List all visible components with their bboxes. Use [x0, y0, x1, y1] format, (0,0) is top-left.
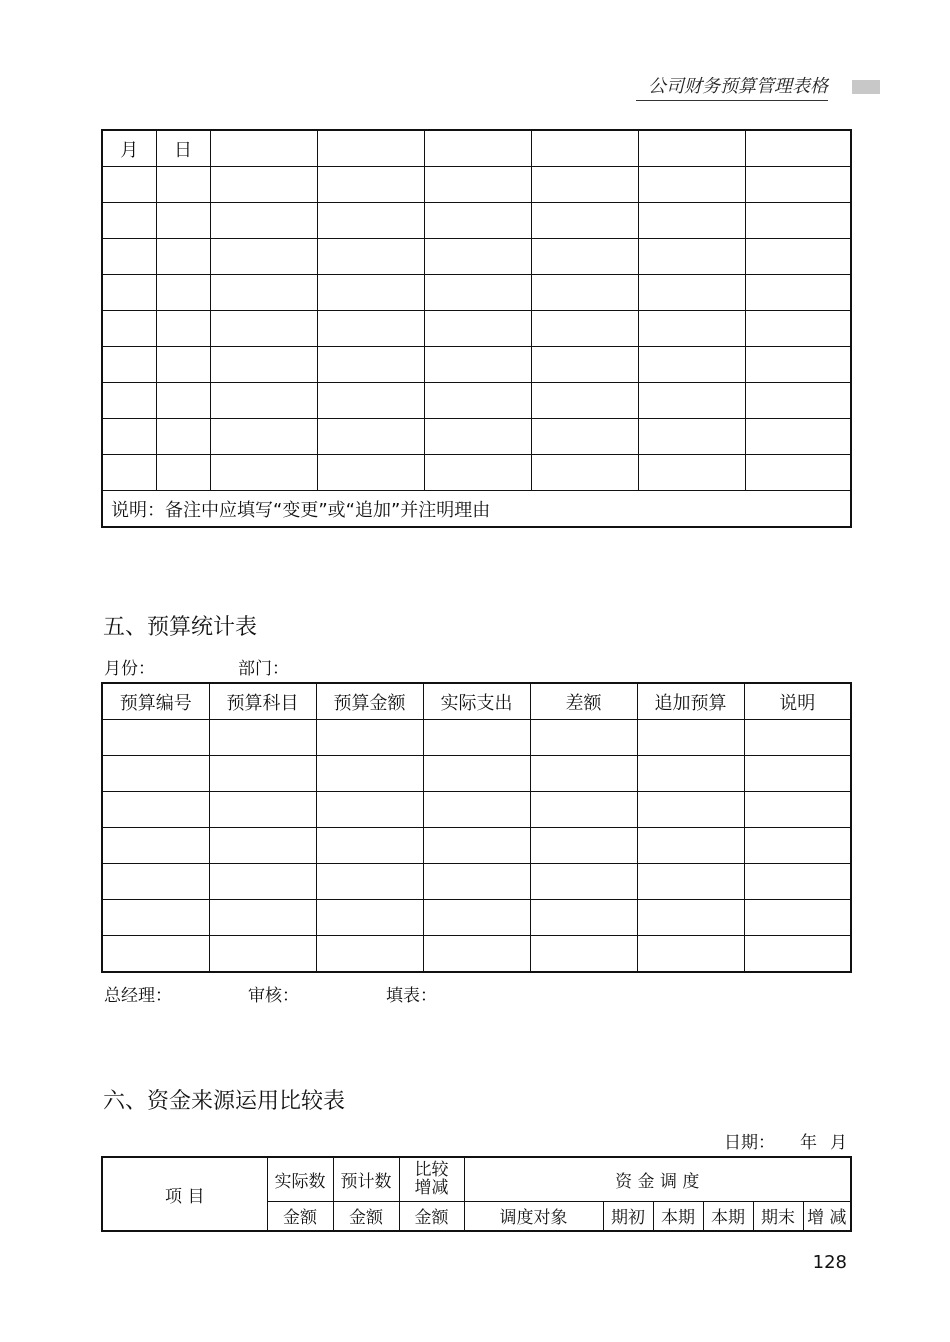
ledger-cell[interactable]: [317, 203, 424, 239]
ledger-cell[interactable]: [156, 347, 210, 383]
compare-line-2: 增减: [414, 1177, 449, 1198]
ledger-cell[interactable]: [210, 130, 317, 167]
ledger-cell[interactable]: [745, 311, 851, 347]
funds-sub-amount: 金额: [333, 1201, 399, 1231]
budget-cell[interactable]: [744, 756, 851, 792]
budget-cell[interactable]: [530, 828, 637, 864]
ledger-cell[interactable]: [424, 167, 531, 203]
ledger-row: [102, 203, 851, 239]
ledger-row: [102, 275, 851, 311]
budget-col-header: 预算编号: [102, 683, 209, 720]
ledger-row: [102, 311, 851, 347]
ledger-cell[interactable]: [424, 311, 531, 347]
year-label: 年: [800, 1133, 817, 1153]
ledger-cell[interactable]: [210, 455, 317, 491]
budget-cell[interactable]: [637, 792, 744, 828]
compare-line-1: 比较: [414, 1159, 449, 1180]
ledger-cell[interactable]: [102, 311, 156, 347]
budget-cell[interactable]: [209, 792, 316, 828]
budget-cell[interactable]: [209, 864, 316, 900]
budget-cell[interactable]: [316, 720, 423, 756]
budget-cell[interactable]: [423, 792, 530, 828]
budget-cell[interactable]: [102, 756, 209, 792]
month-label: 月份：: [104, 659, 155, 679]
ledger-cell[interactable]: [424, 455, 531, 491]
ledger-cell[interactable]: [531, 347, 638, 383]
ledger-cell[interactable]: [317, 311, 424, 347]
ledger-cell[interactable]: [317, 275, 424, 311]
funds-sub-amount: 金额: [267, 1201, 333, 1231]
ledger-cell[interactable]: [210, 275, 317, 311]
budget-cell[interactable]: [102, 792, 209, 828]
ledger-row: [102, 419, 851, 455]
budget-cell[interactable]: [637, 828, 744, 864]
ledger-cell[interactable]: [317, 455, 424, 491]
ledger-cell[interactable]: [156, 311, 210, 347]
month-unit-label: 月: [830, 1133, 847, 1153]
section6-title: 六、资金来源运用比较表: [103, 1089, 346, 1114]
ledger-cell[interactable]: [210, 239, 317, 275]
ledger-cell[interactable]: [317, 347, 424, 383]
ledger-cell[interactable]: [638, 130, 745, 167]
budget-row: [102, 936, 851, 973]
budget-stats-table: [101, 682, 852, 973]
ledger-cell[interactable]: [424, 419, 531, 455]
funds-comparison-table: [101, 1156, 852, 1232]
funds-sub-current: 本期: [703, 1201, 753, 1231]
funds-sub-current: 本期: [653, 1201, 703, 1231]
budget-cell[interactable]: [316, 864, 423, 900]
ledger-table: [101, 129, 852, 528]
budget-cell[interactable]: [423, 900, 530, 936]
ledger-cell[interactable]: [638, 239, 745, 275]
funds-sub-change: 增 减: [803, 1201, 851, 1231]
ledger-cell[interactable]: [102, 275, 156, 311]
ledger-cell[interactable]: [102, 455, 156, 491]
ledger-cell[interactable]: [638, 347, 745, 383]
ledger-cell[interactable]: [156, 167, 210, 203]
ledger-cell[interactable]: [317, 130, 424, 167]
running-header-underline: [636, 100, 828, 101]
ledger-body: [102, 167, 851, 491]
ledger-cell[interactable]: [424, 383, 531, 419]
funds-header-row-1: [102, 1157, 851, 1201]
budget-cell[interactable]: [102, 864, 209, 900]
ledger-row: [102, 347, 851, 383]
funds-col-actual: 实际数: [267, 1157, 333, 1201]
budget-cell[interactable]: [530, 936, 637, 973]
ledger-cell[interactable]: [745, 419, 851, 455]
ledger-cell[interactable]: [531, 239, 638, 275]
funds-col-planned: 预计数: [333, 1157, 399, 1201]
ledger-note-row: [102, 491, 851, 528]
ledger-cell[interactable]: [317, 383, 424, 419]
budget-cell[interactable]: [744, 720, 851, 756]
ledger-cell[interactable]: [531, 203, 638, 239]
budget-col-header: 差额: [530, 683, 637, 720]
section5-title: 五、预算统计表: [103, 615, 258, 640]
ledger-cell[interactable]: [210, 383, 317, 419]
budget-cell[interactable]: [209, 756, 316, 792]
ledger-row: [102, 383, 851, 419]
ledger-cell[interactable]: [102, 203, 156, 239]
funds-sub-end: 期末: [753, 1201, 803, 1231]
ledger-cell[interactable]: [424, 130, 531, 167]
budget-cell[interactable]: [744, 900, 851, 936]
ledger-cell[interactable]: [638, 383, 745, 419]
ledger-cell[interactable]: [424, 203, 531, 239]
budget-cell[interactable]: [316, 792, 423, 828]
ledger-note: 说明：备注中应填写“变更”或“追加”并注明理由: [102, 491, 851, 528]
page-number: 128: [812, 1252, 847, 1273]
budget-cell[interactable]: [423, 828, 530, 864]
ledger-cell[interactable]: [638, 167, 745, 203]
budget-col-header: 预算金额: [316, 683, 423, 720]
budget-cell[interactable]: [209, 936, 316, 973]
sign-review-label: 审核：: [248, 986, 299, 1006]
budget-header-row: [102, 683, 851, 720]
budget-cell[interactable]: [102, 720, 209, 756]
ledger-cell[interactable]: [156, 419, 210, 455]
header-decoration-bar: [852, 80, 880, 94]
ledger-cell[interactable]: [745, 203, 851, 239]
ledger-cell[interactable]: [745, 347, 851, 383]
budget-cell[interactable]: [316, 756, 423, 792]
date-label: 日期：: [724, 1133, 775, 1153]
ledger-cell[interactable]: [424, 275, 531, 311]
funds-sub-target: 调度对象: [464, 1201, 603, 1231]
ledger-row: [102, 455, 851, 491]
budget-col-header: 预算科目: [209, 683, 316, 720]
ledger-cell[interactable]: [531, 167, 638, 203]
budget-cell[interactable]: [530, 792, 637, 828]
ledger-cell[interactable]: [745, 455, 851, 491]
ledger-cell[interactable]: [102, 383, 156, 419]
budget-cell[interactable]: [530, 756, 637, 792]
budget-cell[interactable]: [744, 828, 851, 864]
ledger-cell[interactable]: [317, 239, 424, 275]
ledger-cell[interactable]: [424, 239, 531, 275]
budget-col-header: 追加预算: [637, 683, 744, 720]
ledger-cell[interactable]: [317, 167, 424, 203]
ledger-header-row: [102, 130, 851, 167]
budget-body: [102, 720, 851, 973]
ledger-cell[interactable]: [210, 311, 317, 347]
ledger-cell[interactable]: [210, 347, 317, 383]
dept-label: 部门：: [238, 659, 289, 679]
ledger-cell[interactable]: [156, 383, 210, 419]
ledger-cell[interactable]: [210, 167, 317, 203]
budget-cell[interactable]: [423, 720, 530, 756]
ledger-cell[interactable]: [638, 419, 745, 455]
budget-cell[interactable]: [316, 828, 423, 864]
ledger-cell[interactable]: [531, 455, 638, 491]
ledger-row: [102, 167, 851, 203]
ledger-cell[interactable]: [531, 130, 638, 167]
budget-row: [102, 828, 851, 864]
ledger-cell[interactable]: [745, 275, 851, 311]
ledger-cell[interactable]: [531, 419, 638, 455]
budget-row: [102, 792, 851, 828]
ledger-cell[interactable]: [745, 383, 851, 419]
budget-cell[interactable]: [744, 792, 851, 828]
ledger-cell[interactable]: [638, 311, 745, 347]
budget-cell[interactable]: [102, 900, 209, 936]
budget-col-header: 实际支出: [423, 683, 530, 720]
budget-cell[interactable]: [102, 828, 209, 864]
ledger-cell[interactable]: [210, 203, 317, 239]
budget-cell[interactable]: [637, 900, 744, 936]
ledger-cell[interactable]: [745, 130, 851, 167]
budget-cell[interactable]: [423, 864, 530, 900]
ledger-cell[interactable]: [638, 275, 745, 311]
ledger-cell[interactable]: [531, 275, 638, 311]
budget-row: [102, 756, 851, 792]
ledger-cell[interactable]: [317, 419, 424, 455]
ledger-header-day: 日: [156, 130, 210, 167]
ledger-cell[interactable]: [638, 455, 745, 491]
budget-cell[interactable]: [316, 900, 423, 936]
ledger-cell[interactable]: [102, 419, 156, 455]
budget-cell[interactable]: [744, 936, 851, 973]
ledger-cell[interactable]: [156, 203, 210, 239]
ledger-cell[interactable]: [156, 275, 210, 311]
running-title-text: 公司财务预算管理表格: [648, 76, 828, 97]
ledger-cell[interactable]: [102, 347, 156, 383]
sign-fill-label: 填表：: [386, 986, 437, 1006]
ledger-cell[interactable]: [424, 347, 531, 383]
funds-sub-initial: 期初: [603, 1201, 653, 1231]
budget-cell[interactable]: [530, 864, 637, 900]
budget-cell[interactable]: [209, 828, 316, 864]
budget-cell[interactable]: [530, 900, 637, 936]
ledger-row: [102, 239, 851, 275]
budget-col-header: 说明: [744, 683, 851, 720]
ledger-cell[interactable]: [156, 239, 210, 275]
ledger-cell[interactable]: [745, 167, 851, 203]
ledger-cell[interactable]: [638, 203, 745, 239]
sign-manager-label: 总经理：: [104, 986, 172, 1006]
budget-cell[interactable]: [102, 936, 209, 973]
ledger-cell[interactable]: [210, 419, 317, 455]
budget-cell[interactable]: [637, 864, 744, 900]
budget-cell[interactable]: [530, 720, 637, 756]
budget-cell[interactable]: [637, 756, 744, 792]
ledger-cell[interactable]: [102, 167, 156, 203]
budget-row: [102, 864, 851, 900]
ledger-cell[interactable]: [531, 311, 638, 347]
ledger-cell[interactable]: [531, 383, 638, 419]
funds-col-compare: [399, 1157, 464, 1201]
budget-cell[interactable]: [744, 864, 851, 900]
funds-sub-amount: 金额: [399, 1201, 464, 1231]
budget-row: [102, 900, 851, 936]
budget-row: [102, 720, 851, 756]
ledger-header-month: 月: [102, 130, 156, 167]
funds-col-item: 项 目: [102, 1157, 267, 1231]
budget-cell[interactable]: [423, 756, 530, 792]
budget-cell[interactable]: [637, 720, 744, 756]
running-header-title: [600, 72, 828, 98]
funds-col-dispatch: 资 金 调 度: [464, 1157, 851, 1201]
ledger-cell[interactable]: [102, 239, 156, 275]
budget-cell[interactable]: [423, 936, 530, 973]
budget-cell[interactable]: [209, 900, 316, 936]
budget-cell[interactable]: [209, 720, 316, 756]
ledger-cell[interactable]: [156, 455, 210, 491]
budget-cell[interactable]: [316, 936, 423, 973]
budget-cell[interactable]: [637, 936, 744, 973]
ledger-cell[interactable]: [745, 239, 851, 275]
